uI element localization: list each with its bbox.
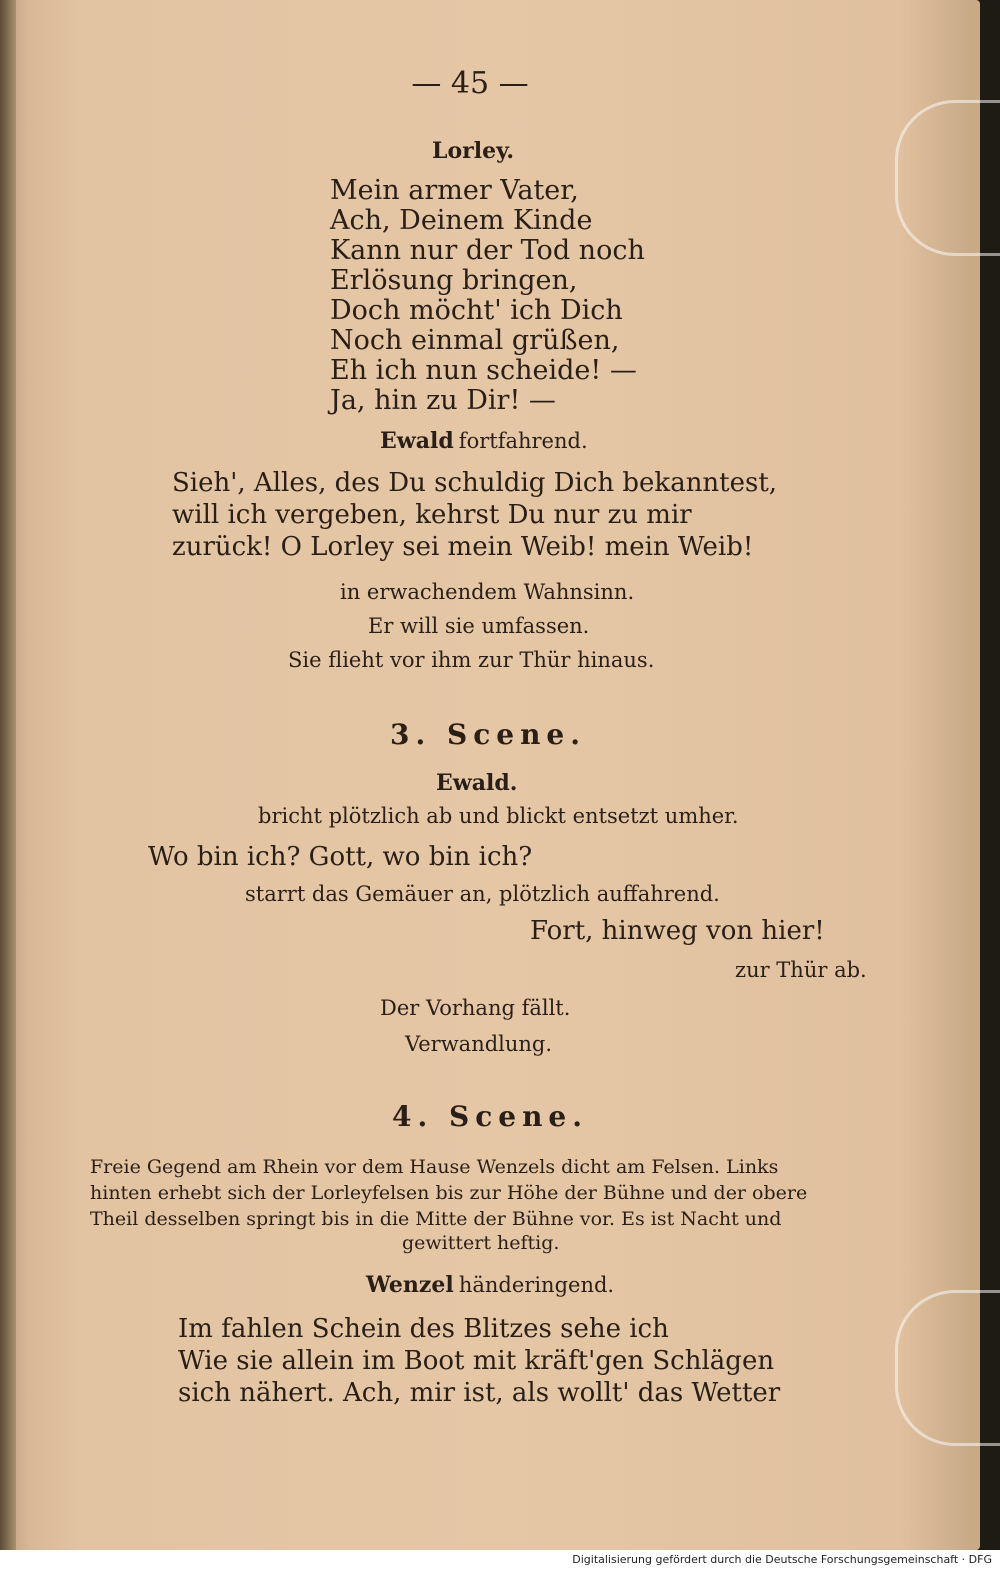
stage-direction: Sie flieht vor ihm zur Thür hinaus. [288, 648, 655, 672]
verse-line: Mein armer Vater, [330, 175, 579, 206]
scene-heading-4: 4. Scene. [392, 1100, 588, 1133]
speaker-wenzel: Wenzel [366, 1272, 454, 1298]
page-clip-bottom [895, 1290, 1000, 1446]
speaker-line [380, 428, 588, 454]
verse-line: Ach, Deinem Kinde [330, 205, 593, 236]
setting-line: Theil desselben springt bis in die Mitte der Bühne vor. Es ist Nacht und [90, 1208, 782, 1230]
stage-direction: bricht plötzlich ab und blickt entsetzt umher. [258, 804, 739, 828]
footer-text: Digitalisierung gefördert durch die Deutsche Forschungsgemeinschaft · DFG [572, 1553, 992, 1566]
verse-line: Ja, hin zu Dir! — [330, 385, 556, 416]
speaker-ewald: Ewald [380, 428, 454, 454]
verse-line: Kann nur der Tod noch [330, 235, 645, 266]
verse-line: Noch einmal grüßen, [330, 325, 620, 356]
dialogue-line: zurück! O Lorley sei mein Weib! mein Weib! [172, 532, 754, 562]
dialogue-line: Im fahlen Schein des Blitzes sehe ich [178, 1314, 669, 1344]
dialogue-line: Sieh', Alles, des Du schuldig Dich bekanntest, [172, 468, 778, 498]
stage-direction: Er will sie umfassen. [368, 614, 590, 638]
dialogue-line: Wie sie allein im Boot mit kräft'gen Schlägen [178, 1346, 775, 1376]
speaker-ewald-2: Ewald. [436, 770, 518, 796]
setting-line: Freie Gegend am Rhein vor dem Hause Wenzels dicht am Felsen. Links [90, 1156, 779, 1178]
stage-direction: Verwandlung. [405, 1032, 553, 1056]
digitization-footer [0, 1550, 1000, 1570]
stage-direction: starrt das Gemäuer an, plötzlich auffahrend. [245, 882, 720, 906]
stage-direction: fortfahrend. [458, 429, 588, 453]
speaker-line [366, 1272, 614, 1298]
verse-line: Eh ich nun scheide! — [330, 355, 637, 386]
stage-direction: in erwachendem Wahnsinn. [340, 580, 635, 604]
page-clip-top [895, 100, 1000, 256]
verse-line: Erlösung bringen, [330, 265, 578, 296]
stage-direction: händeringend. [458, 1273, 615, 1297]
dialogue-line: will ich vergeben, kehrst Du nur zu mir [172, 500, 692, 530]
stage-direction: Der Vorhang fällt. [380, 996, 571, 1020]
dialogue-line: Fort, hinweg von hier! [530, 916, 825, 946]
dialogue-line: sich nähert. Ach, mir ist, als wollt' das Wetter [178, 1378, 781, 1408]
speaker-lorley: Lorley. [432, 138, 515, 164]
scene-heading-3: 3. Scene. [390, 718, 586, 751]
verse-line: Doch möcht' ich Dich [330, 295, 623, 326]
stage-direction: zur Thür ab. [735, 958, 867, 982]
book-spine [0, 0, 16, 1550]
dialogue-line: Wo bin ich? Gott, wo bin ich? [148, 842, 533, 872]
setting-line: gewittert heftig. [402, 1232, 560, 1254]
setting-line: hinten erhebt sich der Lorleyfelsen bis zur Höhe der Bühne und der obere [90, 1182, 808, 1204]
page-number: — 45 — [411, 66, 529, 101]
